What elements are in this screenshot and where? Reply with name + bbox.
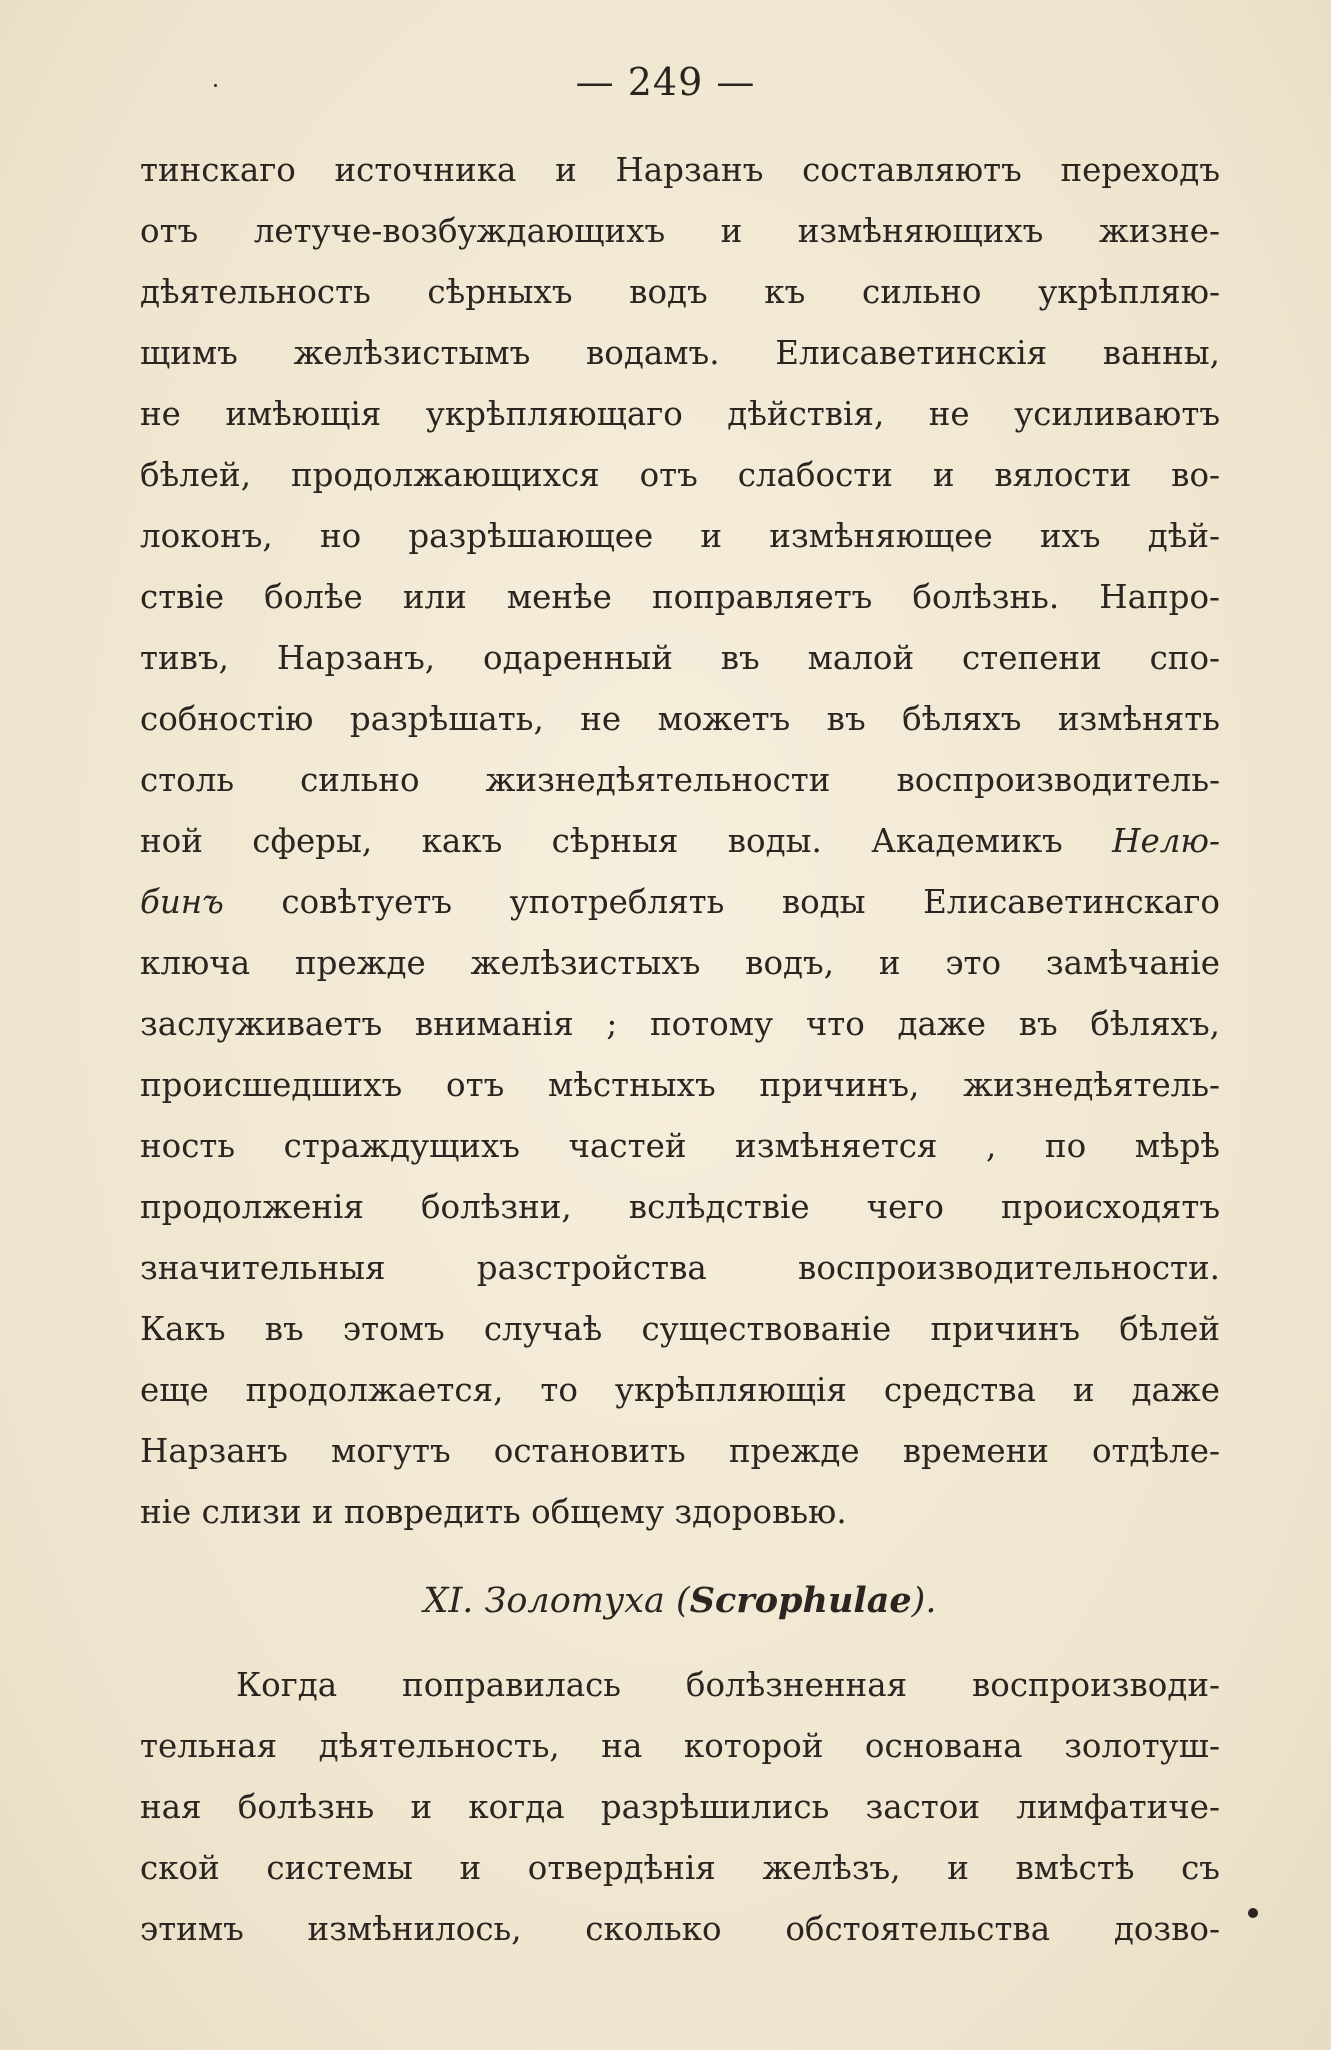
text-line: тивъ, Нарзанъ, одаренный въ малой степени спо- xyxy=(140,639,1220,677)
page-text xyxy=(140,140,1220,1960)
section-title: Золотуха xyxy=(484,1581,665,1621)
page-number: — 249 — xyxy=(575,60,756,104)
text-line: ніе слизи и повредить общему здоровью. xyxy=(140,1493,847,1531)
text-line: дѣятельность сѣрныхъ водъ къ сильно укрѣпляю- xyxy=(140,273,1220,311)
text-line: не имѣющія укрѣпляющаго дѣйствія, не усиливаютъ xyxy=(140,395,1220,433)
text-line: значительныя разстройства воспроизводительности. xyxy=(140,1249,1220,1287)
text-line: Нарзанъ могутъ остановить прежде времени отдѣле- xyxy=(140,1432,1220,1470)
section-heading xyxy=(140,1551,1220,1651)
section-number: XI. xyxy=(423,1581,474,1621)
text-line: ствіе болѣе или менѣе поправляетъ болѣзнь. Напро- xyxy=(140,578,1220,616)
text-line: ная болѣзнь и когда разрѣшились застои лимфатиче- xyxy=(140,1788,1220,1826)
text-line xyxy=(140,811,1220,872)
text-line: столь сильно жизнедѣятельности воспроизводитель- xyxy=(140,761,1220,799)
ink-speck xyxy=(214,84,217,87)
text-line: происшедшихъ отъ мѣстныхъ причинъ, жизнедѣятель- xyxy=(140,1066,1220,1104)
text-segment: ной сферы, какъ сѣрныя воды. Академикъ xyxy=(140,822,1113,860)
ink-speck xyxy=(1248,1908,1258,1918)
text-segment: совѣтуетъ употреблять воды Елисаветинскаго xyxy=(223,883,1220,921)
text-line: Какъ въ этомъ случаѣ существованіе причинъ бѣлей xyxy=(140,1310,1220,1348)
text-line: Когда поправилась болѣзненная воспроизводи- xyxy=(236,1666,1220,1704)
text-line: ность страждущихъ частей измѣняется , по мѣрѣ xyxy=(140,1127,1220,1165)
text-line xyxy=(140,872,1220,933)
section-latin-wrapper: (Scrophulae). xyxy=(676,1580,937,1621)
section-latin: Scrophulae xyxy=(689,1580,912,1621)
text-line: ключа прежде желѣзистыхъ водъ, и это замѣчаніе xyxy=(140,944,1220,982)
text-line: щимъ желѣзистымъ водамъ. Елисаветинскія ванны, xyxy=(140,334,1220,372)
text-line: тинскаго источника и Нарзанъ составляютъ переходъ xyxy=(140,151,1220,189)
text-line: ской системы и отвердѣнія желѣзъ, и вмѣстѣ съ xyxy=(140,1849,1220,1887)
text-line: отъ летуче-возбуждающихъ и измѣняющихъ жизне- xyxy=(140,212,1220,250)
text-line: локонъ, но разрѣшающее и измѣняющее ихъ дѣй- xyxy=(140,517,1220,555)
text-line: этимъ измѣнилось, сколько обстоятельства дозво- xyxy=(140,1910,1220,1948)
text-line: заслуживаетъ вниманія ; потому что даже въ бѣляхъ, xyxy=(140,1005,1220,1043)
text-line: тельная дѣятельность, на которой основана золотуш- xyxy=(140,1727,1220,1765)
text-line: собностію разрѣшать, не можетъ въ бѣляхъ измѣнять xyxy=(140,700,1220,738)
text-line: бѣлей, продолжающихся отъ слабости и вялости во- xyxy=(140,456,1220,494)
author-name-part: Нелю- xyxy=(1112,822,1220,860)
author-name-part: бинъ xyxy=(140,883,224,921)
text-line: продолженія болѣзни, вслѣдствіе чего происходятъ xyxy=(140,1188,1220,1226)
text-line: еще продолжается, то укрѣпляющія средства и даже xyxy=(140,1371,1220,1409)
